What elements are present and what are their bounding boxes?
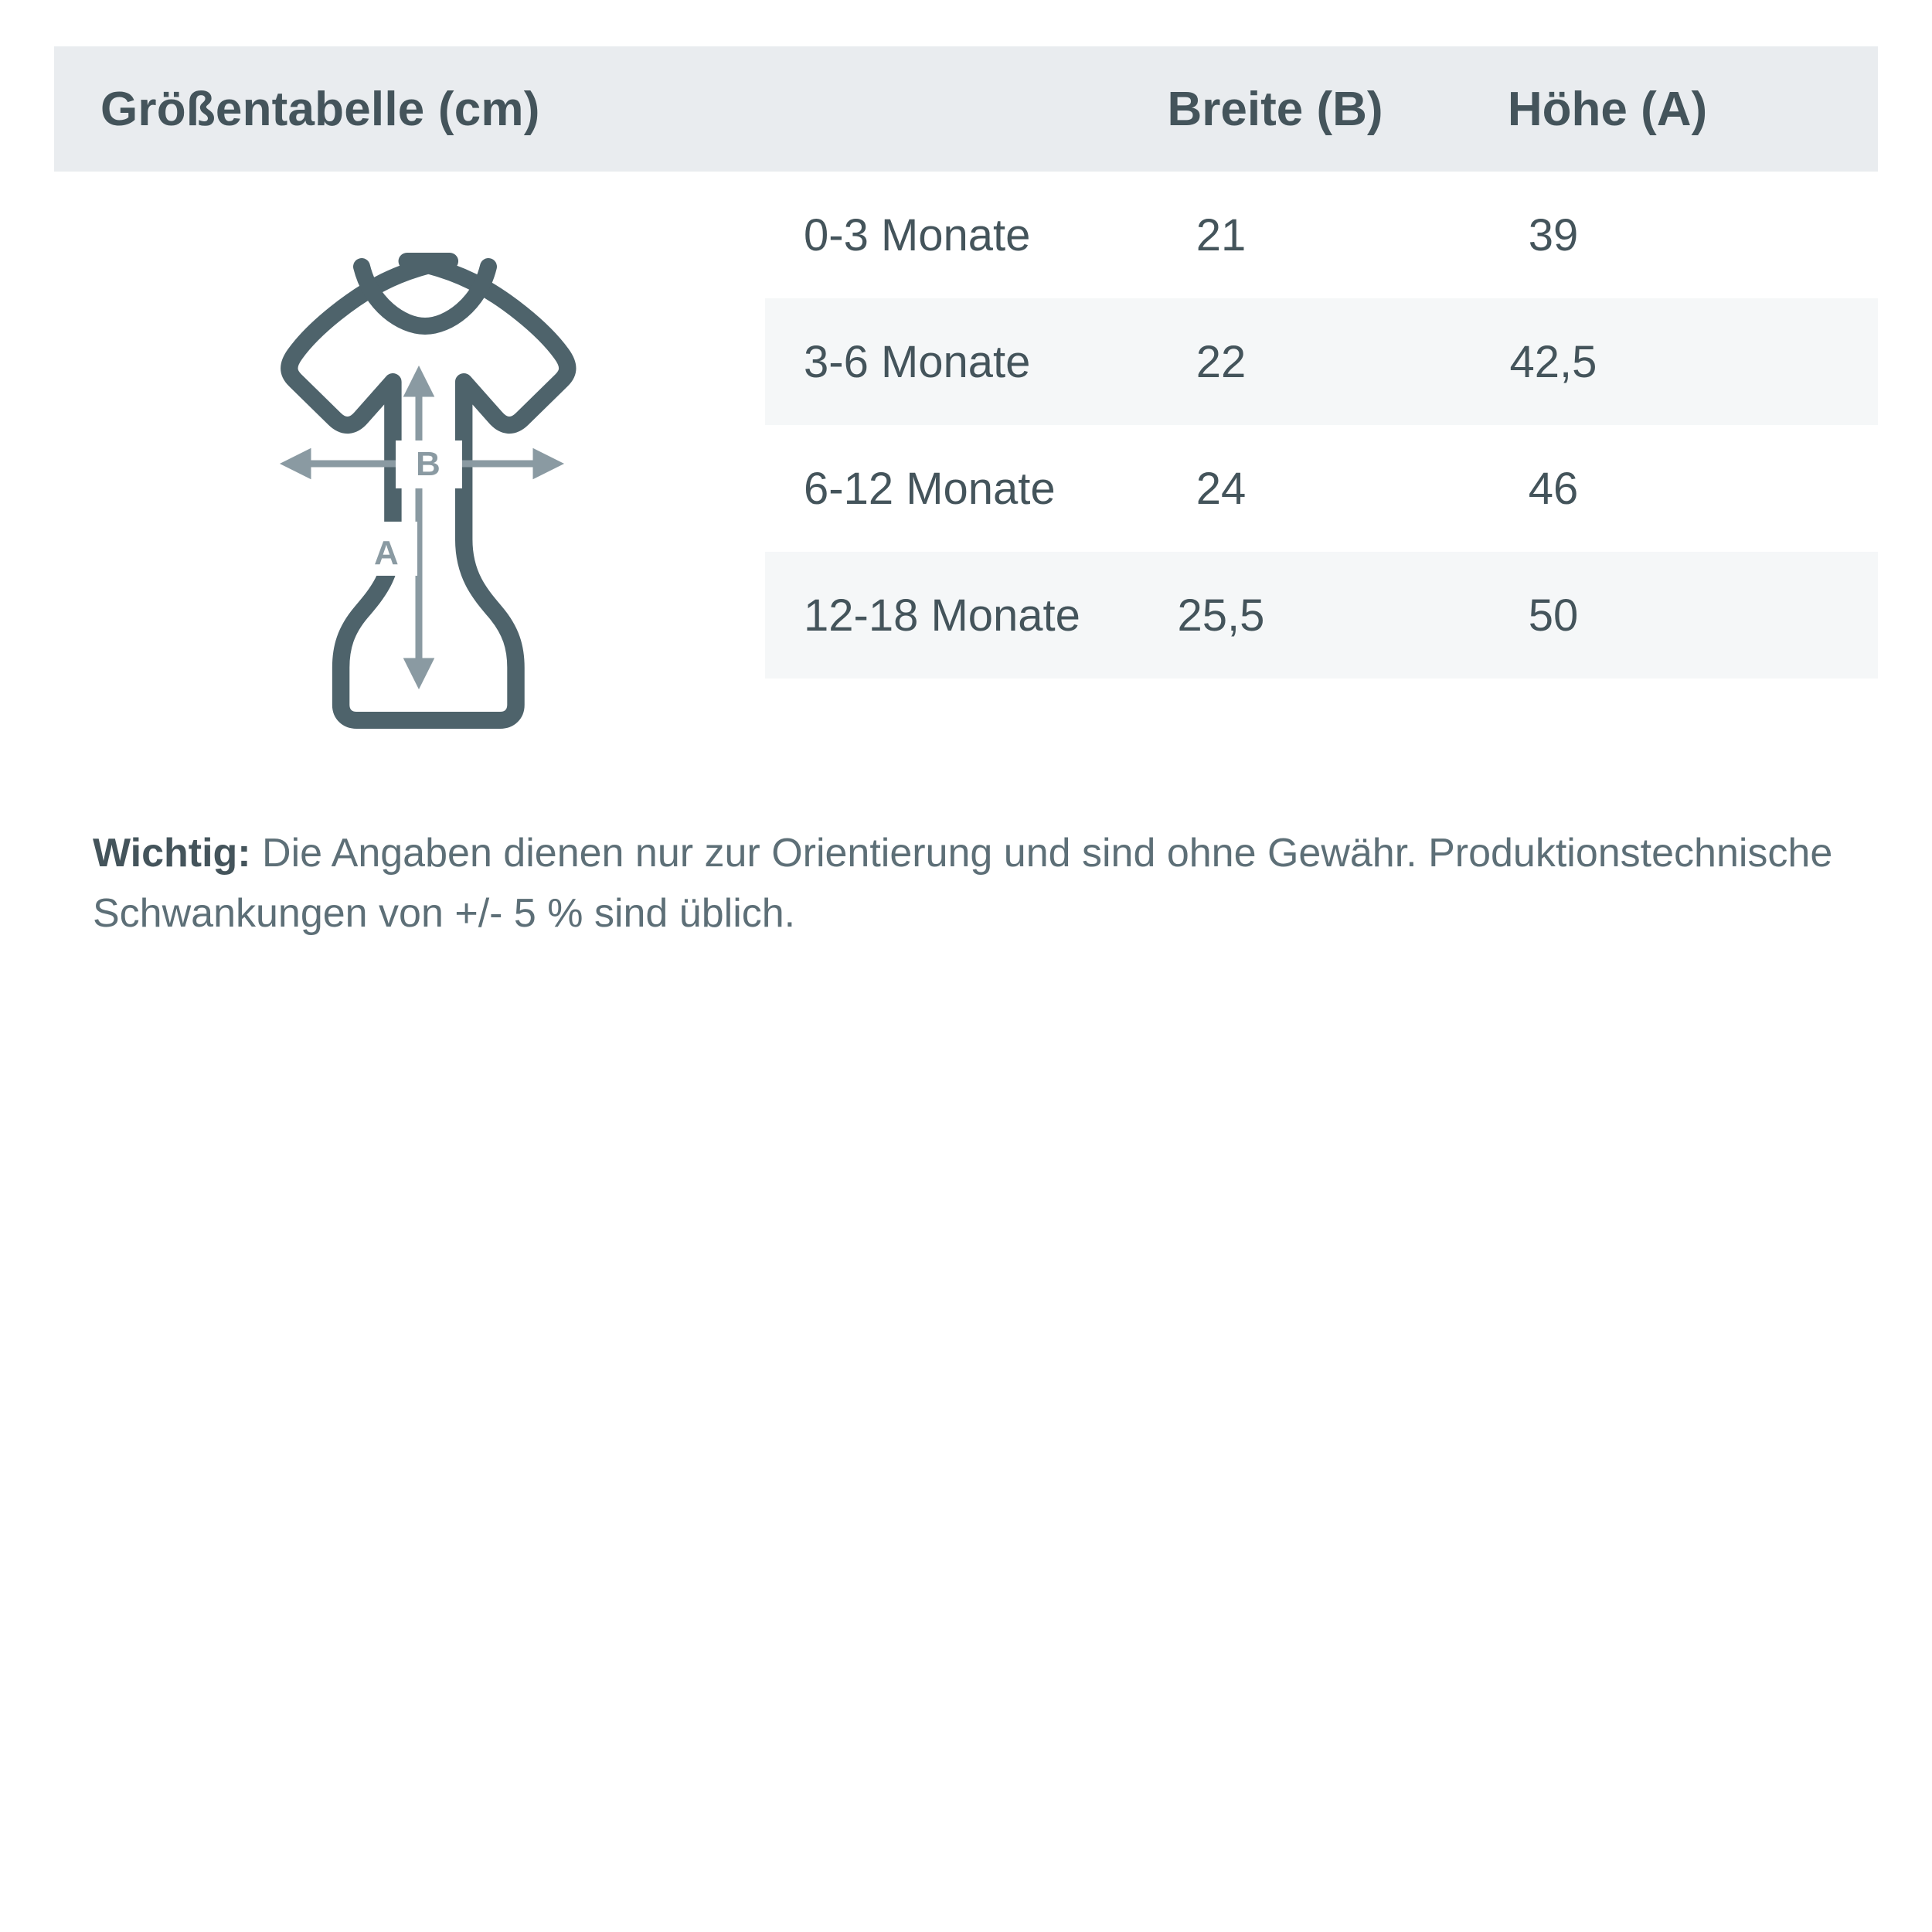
table-row [765, 425, 1878, 552]
cell-width: 24 [1196, 463, 1247, 514]
label-width: B [416, 445, 440, 483]
column-header-width: Breite (B) [1167, 82, 1383, 136]
cell-height: 46 [1528, 463, 1579, 514]
bodysuit-illustration [147, 224, 703, 765]
cell-height: 50 [1528, 590, 1579, 641]
size-table [765, 172, 1878, 679]
table-row [765, 552, 1878, 679]
disclaimer-note [93, 823, 1870, 944]
cell-height: 42,5 [1509, 336, 1597, 387]
table-header [54, 46, 1878, 172]
page-title: Größentabelle (cm) [100, 82, 540, 136]
cell-size: 6-12 Monate [804, 463, 1056, 514]
label-height: A [374, 534, 399, 572]
cell-width: 21 [1196, 209, 1247, 260]
cell-width: 25,5 [1177, 590, 1265, 641]
disclaimer-lead: Wichtig: [93, 831, 251, 876]
disclaimer-text: Die Angaben dienen nur zur Orientierung und sind ohne Gewähr. Produktionstechnische Schwankungen von +/- 5 % sind üblich. [93, 831, 1833, 936]
table-row [765, 172, 1878, 298]
cell-size: 0-3 Monate [804, 209, 1031, 260]
cell-size: 12-18 Monate [804, 590, 1080, 641]
column-header-height: Höhe (A) [1507, 82, 1708, 136]
cell-width: 22 [1196, 336, 1247, 387]
cell-height: 39 [1528, 209, 1579, 260]
table-row [765, 298, 1878, 425]
cell-size: 3-6 Monate [804, 336, 1031, 387]
